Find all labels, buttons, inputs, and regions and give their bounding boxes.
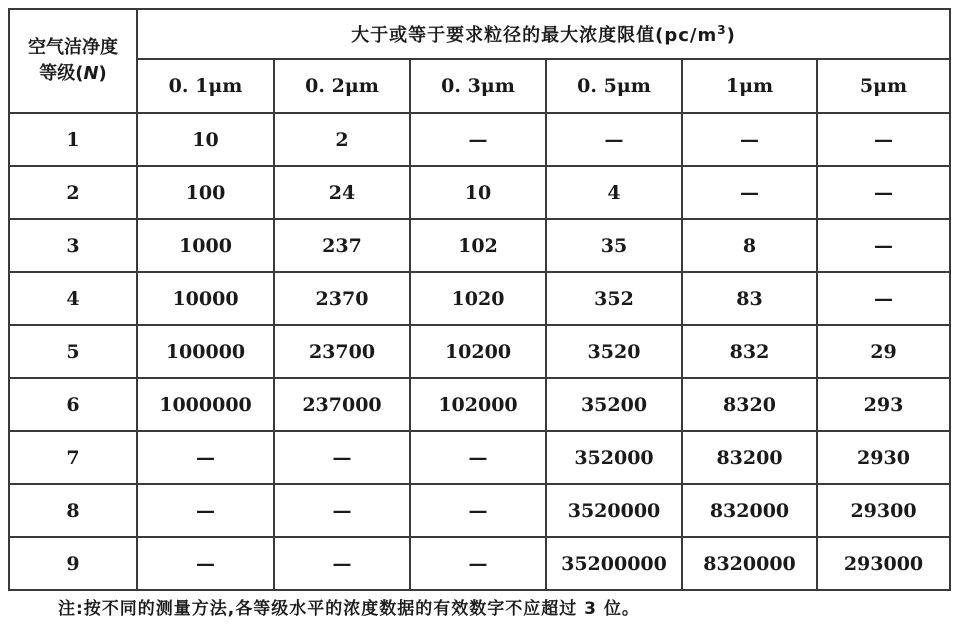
concentration-cell: 23700	[274, 325, 410, 378]
class-number-cell: 8	[9, 484, 137, 537]
concentration-cell: 24	[274, 166, 410, 219]
concentration-cell: 352	[546, 272, 682, 325]
concentration-cell: 3520000	[546, 484, 682, 537]
concentration-cell: 2930	[817, 431, 950, 484]
class-header-var: N	[83, 63, 99, 84]
concentration-cell: 237000	[274, 378, 410, 431]
concentration-cell: 29300	[817, 484, 950, 537]
class-header-cell	[9, 9, 137, 113]
concentration-header-close: )	[726, 25, 736, 46]
concentration-cell: 83200	[682, 431, 817, 484]
class-number-cell: 9	[9, 537, 137, 590]
class-header-line2	[10, 61, 136, 87]
concentration-cell: —	[410, 431, 546, 484]
table-row	[9, 431, 950, 484]
concentration-cell: 102	[410, 219, 546, 272]
concentration-cell: 102000	[410, 378, 546, 431]
concentration-cell: —	[137, 431, 274, 484]
concentration-cell: 29	[817, 325, 950, 378]
cleanroom-class-table	[8, 8, 951, 591]
concentration-cell: 100000	[137, 325, 274, 378]
concentration-cell: —	[546, 113, 682, 166]
concentration-cell: 1020	[410, 272, 546, 325]
concentration-cell: —	[274, 484, 410, 537]
table-row	[9, 325, 950, 378]
concentration-cell: 1000	[137, 219, 274, 272]
class-header-suffix: )	[98, 63, 107, 84]
concentration-cell: —	[137, 484, 274, 537]
concentration-cell: 2370	[274, 272, 410, 325]
concentration-cell: 8320	[682, 378, 817, 431]
concentration-cell: 8320000	[682, 537, 817, 590]
concentration-cell: 293000	[817, 537, 950, 590]
concentration-header-sup: 3	[717, 23, 727, 37]
concentration-cell: —	[137, 537, 274, 590]
table-row	[9, 219, 950, 272]
concentration-cell: 10	[137, 113, 274, 166]
particle-size-header: 0. 1μm	[137, 59, 274, 113]
particle-size-header: 0. 3μm	[410, 59, 546, 113]
particle-size-header: 5μm	[817, 59, 950, 113]
concentration-cell: 35200	[546, 378, 682, 431]
cleanroom-class-table-wrapper	[8, 8, 949, 591]
class-number-cell: 4	[9, 272, 137, 325]
class-header-prefix: 等级(	[39, 63, 84, 84]
table-row	[9, 378, 950, 431]
concentration-header-cell	[137, 9, 950, 59]
concentration-cell: 832	[682, 325, 817, 378]
concentration-cell: 10000	[137, 272, 274, 325]
concentration-header-text: 大于或等于要求粒径的最大浓度限值(pc/m	[351, 25, 718, 46]
concentration-cell: 10	[410, 166, 546, 219]
class-number-cell: 5	[9, 325, 137, 378]
concentration-cell: 832000	[682, 484, 817, 537]
class-number-cell: 1	[9, 113, 137, 166]
concentration-cell: 293	[817, 378, 950, 431]
concentration-cell: 35	[546, 219, 682, 272]
concentration-cell: —	[410, 484, 546, 537]
concentration-cell: —	[817, 219, 950, 272]
concentration-cell: 237	[274, 219, 410, 272]
concentration-cell: 100	[137, 166, 274, 219]
concentration-cell: 83	[682, 272, 817, 325]
concentration-cell: 35200000	[546, 537, 682, 590]
concentration-cell: 1000000	[137, 378, 274, 431]
concentration-cell: 2	[274, 113, 410, 166]
class-number-cell: 7	[9, 431, 137, 484]
table-row	[9, 272, 950, 325]
header-row-1	[9, 9, 950, 59]
concentration-cell: —	[274, 537, 410, 590]
concentration-cell: 10200	[410, 325, 546, 378]
concentration-cell: —	[682, 166, 817, 219]
table-row	[9, 537, 950, 590]
table-footnote: 注:按不同的测量方法,各等级水平的浓度数据的有效数字不应超过 3 位。	[58, 599, 640, 619]
particle-size-header: 0. 5μm	[546, 59, 682, 113]
table-row	[9, 484, 950, 537]
class-header-line1: 空气洁净度	[28, 37, 118, 58]
class-number-cell: 2	[9, 166, 137, 219]
concentration-cell: —	[274, 431, 410, 484]
concentration-cell: —	[682, 113, 817, 166]
class-number-cell: 3	[9, 219, 137, 272]
particle-size-header: 0. 2μm	[274, 59, 410, 113]
concentration-cell: 3520	[546, 325, 682, 378]
concentration-cell: —	[410, 113, 546, 166]
concentration-cell: 4	[546, 166, 682, 219]
particle-size-header: 1μm	[682, 59, 817, 113]
concentration-cell: —	[817, 113, 950, 166]
concentration-cell: —	[817, 166, 950, 219]
concentration-cell: 352000	[546, 431, 682, 484]
concentration-cell: 8	[682, 219, 817, 272]
class-number-cell: 6	[9, 378, 137, 431]
table-row	[9, 166, 950, 219]
concentration-cell: —	[817, 272, 950, 325]
concentration-cell: —	[410, 537, 546, 590]
table-row	[9, 113, 950, 166]
header-row-2	[9, 59, 950, 113]
